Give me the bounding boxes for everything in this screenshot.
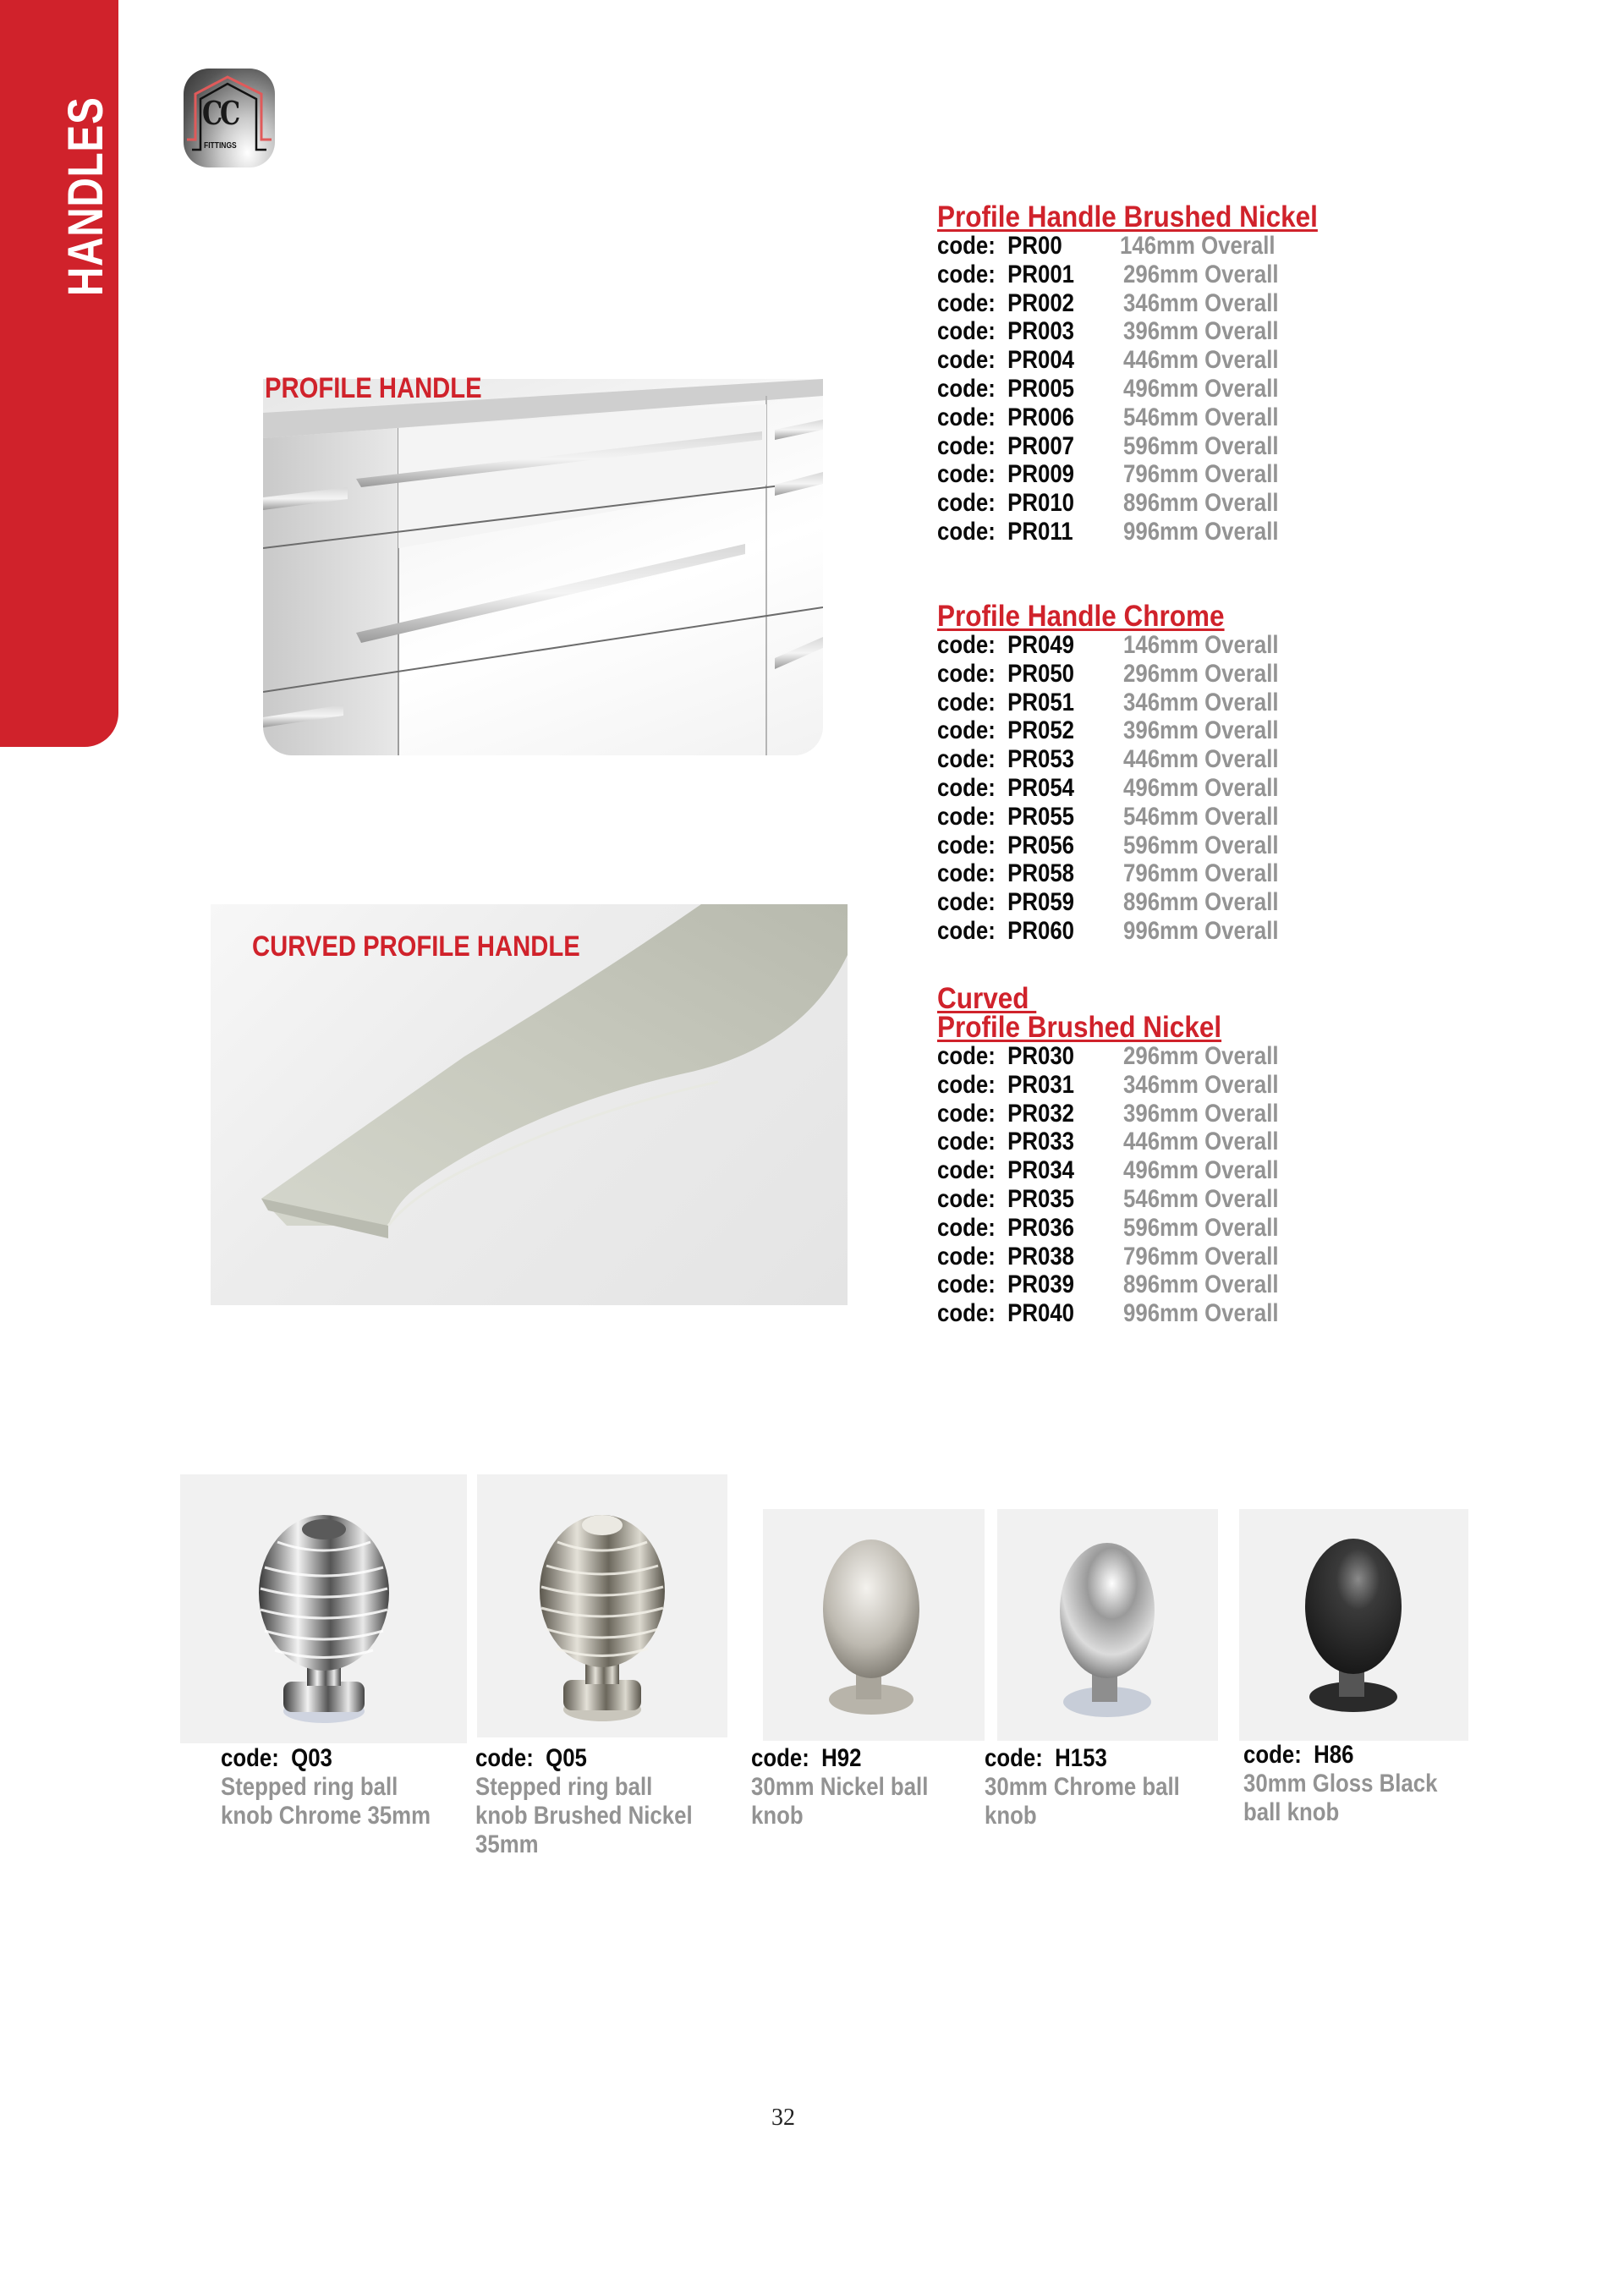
profile-handle-brushed-nickel-list	[937, 200, 1487, 546]
list-item	[937, 1185, 1487, 1214]
product-code: code: PR049	[937, 631, 1075, 659]
list-item	[937, 660, 1487, 689]
knob-code: code: H153	[985, 1744, 1107, 1772]
product-code: code: PR036	[937, 1213, 1075, 1242]
product-code: code: PR053	[937, 745, 1075, 774]
knob-photo-h153	[997, 1509, 1218, 1741]
knob-description: Stepped ring ball knob Chrome 35mm	[221, 1773, 431, 1830]
curved-profile-handle-photo	[211, 904, 848, 1305]
product-code: code: PR031	[937, 1070, 1075, 1099]
product-code: code: PR059	[937, 888, 1075, 917]
product-code: code: PR040	[937, 1299, 1075, 1328]
curved-handle-illustration	[211, 904, 848, 1305]
product-size: 496mm Overall	[1123, 374, 1279, 403]
list-item	[937, 1156, 1487, 1185]
section-title-line-1: Curved	[937, 982, 1037, 1015]
list-item	[937, 317, 1487, 346]
knob-caption-h92	[751, 1744, 1022, 1830]
knob-photo-h92	[763, 1509, 985, 1741]
knob-code: code: H92	[751, 1744, 862, 1772]
knob-code: code: Q03	[221, 1744, 332, 1772]
black-ball-knob-icon	[1239, 1509, 1468, 1741]
product-size: 796mm Overall	[1123, 859, 1279, 888]
product-size: 296mm Overall	[1123, 659, 1279, 688]
logo-initials: CC	[202, 94, 238, 132]
product-code: code: PR004	[937, 346, 1075, 375]
product-code: code: PR038	[937, 1242, 1075, 1270]
list-item	[937, 1100, 1487, 1128]
product-size: 796mm Overall	[1123, 1242, 1279, 1270]
knob-description: Stepped ring ball knob Brushed Nickel 35mm	[475, 1773, 693, 1858]
nickel-ball-knob-icon	[763, 1509, 985, 1741]
list-item	[937, 1042, 1487, 1071]
chrome-ball-knob-icon	[997, 1509, 1218, 1741]
product-size: 496mm Overall	[1123, 773, 1279, 802]
section-title-line-2: Profile Brushed Nickel	[937, 1011, 1222, 1044]
product-size: 346mm Overall	[1123, 688, 1279, 716]
product-code: code: PR002	[937, 288, 1075, 317]
list-item	[937, 432, 1487, 461]
product-size: 146mm Overall	[1120, 232, 1276, 260]
section-title: Profile Handle Chrome	[937, 600, 1225, 633]
list-item	[937, 1071, 1487, 1100]
code-list	[937, 1042, 1487, 1328]
knob-caption-q05	[475, 1744, 746, 1859]
product-size: 546mm Overall	[1123, 1184, 1279, 1213]
list-item	[937, 261, 1487, 289]
product-size: 496mm Overall	[1123, 1156, 1279, 1185]
product-size: 446mm Overall	[1123, 346, 1279, 375]
list-item	[937, 289, 1487, 318]
product-size: 296mm Overall	[1123, 260, 1279, 288]
product-code: code: PR007	[937, 431, 1075, 460]
list-item	[937, 631, 1487, 660]
section-tab	[0, 0, 118, 747]
knob-description: 30mm Nickel ball knob	[751, 1773, 929, 1830]
product-size: 996mm Overall	[1123, 1299, 1279, 1328]
product-code: code: PR010	[937, 489, 1075, 518]
product-size: 996mm Overall	[1123, 517, 1279, 546]
knob-photo-q03	[180, 1474, 467, 1743]
cabinet-drawers-illustration	[263, 379, 823, 755]
product-size: 596mm Overall	[1123, 831, 1279, 859]
knob-photo-q05	[477, 1474, 727, 1737]
product-size: 146mm Overall	[1123, 631, 1279, 659]
knob-code: code: Q05	[475, 1744, 587, 1772]
product-code: code: PR051	[937, 688, 1075, 716]
list-item	[937, 1270, 1487, 1299]
list-item	[937, 232, 1487, 261]
list-item	[937, 888, 1487, 917]
product-code: code: PR050	[937, 659, 1075, 688]
list-item	[937, 1243, 1487, 1271]
product-size: 546mm Overall	[1123, 802, 1279, 831]
list-item	[937, 803, 1487, 831]
product-size: 446mm Overall	[1123, 745, 1279, 774]
product-code: code: PR006	[937, 403, 1075, 431]
knob-caption-h153	[985, 1744, 1255, 1830]
stepped-nickel-knob-icon	[477, 1474, 727, 1737]
product-code: code: PR055	[937, 802, 1075, 831]
page-number: 32	[771, 2105, 795, 2131]
product-size: 996mm Overall	[1123, 916, 1279, 945]
product-code: code: PR035	[937, 1184, 1075, 1213]
product-size: 396mm Overall	[1123, 317, 1279, 346]
list-item	[937, 917, 1487, 946]
knob-caption-h86	[1243, 1741, 1514, 1827]
list-item	[937, 460, 1487, 489]
product-code: code: PR052	[937, 716, 1075, 745]
product-size: 546mm Overall	[1123, 403, 1279, 431]
list-item	[937, 716, 1487, 745]
section-tab-label: HANDLES	[58, 96, 113, 296]
product-size: 296mm Overall	[1123, 1042, 1279, 1070]
logo-subtitle: FITTINGS	[204, 141, 237, 151]
knob-photo-h86	[1239, 1509, 1468, 1741]
list-item	[937, 859, 1487, 888]
product-size: 796mm Overall	[1123, 460, 1279, 489]
product-code: code: PR009	[937, 460, 1075, 489]
product-size: 346mm Overall	[1123, 1070, 1279, 1099]
knob-caption-q03	[221, 1744, 491, 1830]
knob-code: code: H86	[1243, 1741, 1354, 1769]
profile-handle-photo	[263, 379, 823, 755]
product-code: code: PR034	[937, 1156, 1075, 1185]
product-code: code: PR003	[937, 317, 1075, 346]
product-size: 596mm Overall	[1123, 431, 1279, 460]
product-code: code: PR039	[937, 1270, 1075, 1299]
product-code: code: PR060	[937, 916, 1075, 945]
product-size: 396mm Overall	[1123, 1099, 1279, 1128]
profile-handle-chrome-list	[937, 602, 1487, 946]
list-item	[937, 774, 1487, 803]
product-code: code: PR032	[937, 1099, 1075, 1128]
product-code: code: PR054	[937, 773, 1075, 802]
product-size: 346mm Overall	[1123, 288, 1279, 317]
list-item	[937, 831, 1487, 860]
list-item	[937, 1214, 1487, 1243]
product-code: code: PR001	[937, 260, 1075, 288]
list-item	[937, 1299, 1487, 1328]
company-logo	[184, 69, 275, 167]
list-item	[937, 489, 1487, 518]
list-item	[937, 403, 1487, 432]
curved-profile-brushed-nickel-list	[937, 982, 1487, 1328]
product-code: code: PR005	[937, 374, 1075, 403]
code-list	[937, 631, 1487, 946]
section-title: Profile Handle Brushed Nickel	[937, 200, 1318, 233]
stepped-chrome-knob-icon	[180, 1474, 467, 1743]
product-code: code: PR011	[937, 517, 1073, 546]
product-size: 596mm Overall	[1123, 1213, 1279, 1242]
product-code: code: PR058	[937, 859, 1075, 888]
profile-handle-label: PROFILE HANDLE	[265, 372, 482, 404]
code-list	[937, 232, 1487, 546]
product-size: 896mm Overall	[1123, 1270, 1279, 1299]
product-code: code: PR056	[937, 831, 1075, 859]
list-item	[937, 375, 1487, 403]
knob-description: 30mm Gloss Black ball knob	[1243, 1770, 1438, 1826]
list-item	[937, 518, 1487, 546]
curved-profile-handle-label: CURVED PROFILE HANDLE	[252, 930, 580, 963]
product-code: code: PR030	[937, 1042, 1075, 1070]
product-size: 896mm Overall	[1123, 888, 1279, 917]
list-item	[937, 1128, 1487, 1156]
product-size: 446mm Overall	[1123, 1128, 1279, 1156]
product-size: 896mm Overall	[1123, 489, 1279, 518]
product-code: code: PR033	[937, 1128, 1075, 1156]
list-item	[937, 689, 1487, 717]
list-item	[937, 346, 1487, 375]
knob-description: 30mm Chrome ball knob	[985, 1773, 1180, 1830]
product-size: 396mm Overall	[1123, 716, 1279, 745]
list-item	[937, 745, 1487, 774]
product-code: code: PR00	[937, 232, 1062, 260]
